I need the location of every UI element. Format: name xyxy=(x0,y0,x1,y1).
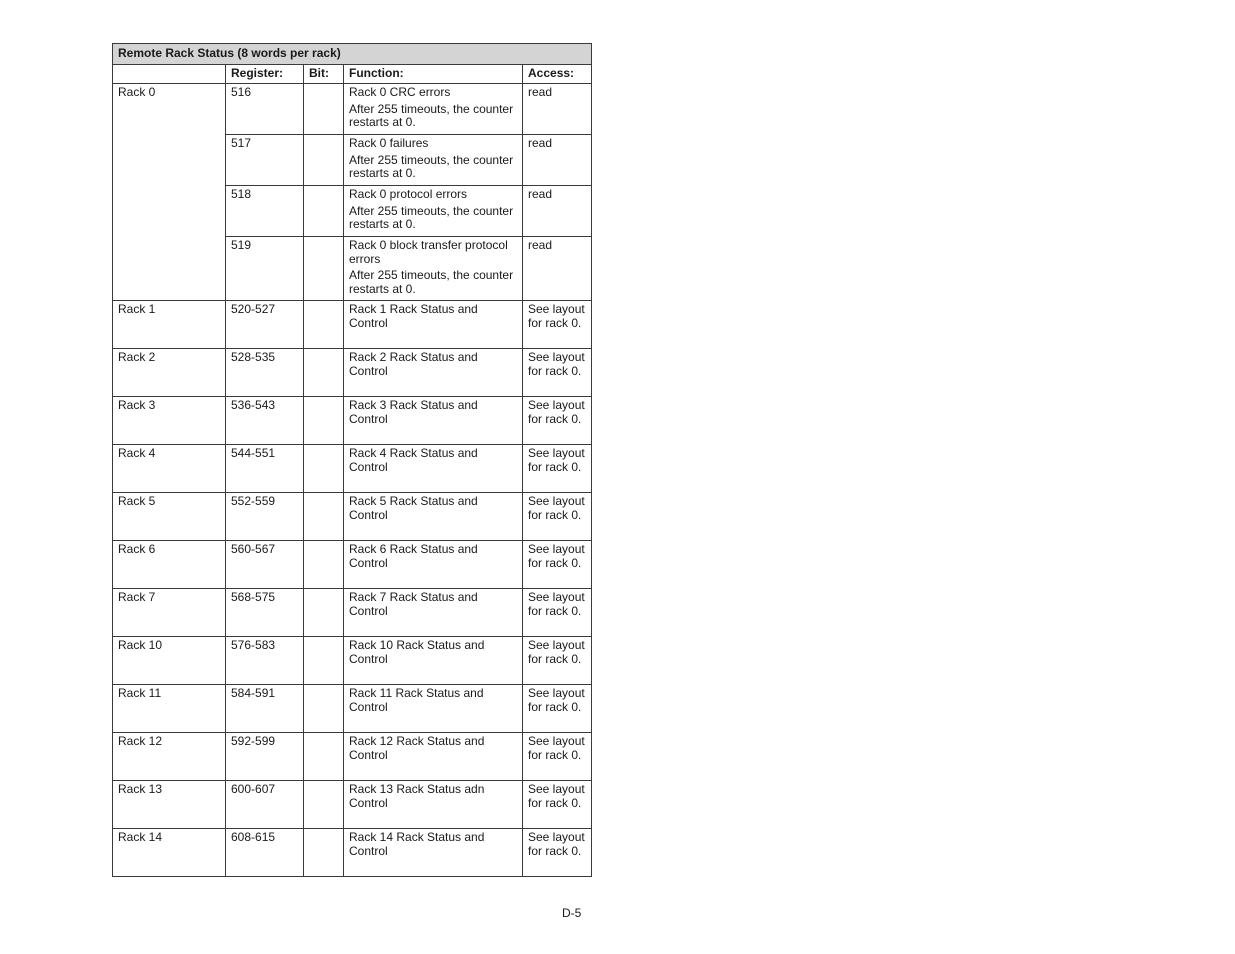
register-cell: 568-575 xyxy=(226,589,304,637)
bit-cell xyxy=(304,829,344,877)
bit-cell xyxy=(304,349,344,397)
table-row xyxy=(113,349,592,397)
bit-cell xyxy=(304,237,344,301)
bit-cell xyxy=(304,685,344,733)
function-cell: Rack 11 Rack Status and Control xyxy=(344,685,523,733)
table-row xyxy=(113,829,592,877)
function-note: After 255 timeouts, the counter restarts at 0. xyxy=(349,268,514,296)
function-cell: Rack 4 Rack Status and Control xyxy=(344,445,523,493)
bit-cell xyxy=(304,541,344,589)
page-number: D-5 xyxy=(562,906,582,920)
rack-cell: Rack 10 xyxy=(113,637,226,685)
column-header-register: Register: xyxy=(226,65,304,84)
function-cell xyxy=(344,84,523,135)
register-cell: 608-615 xyxy=(226,829,304,877)
rack-cell: Rack 14 xyxy=(113,829,226,877)
function-cell xyxy=(344,186,523,237)
table-title: Remote Rack Status (8 words per rack) xyxy=(113,44,592,65)
register-cell: 518 xyxy=(226,186,304,237)
table-row xyxy=(113,637,592,685)
function-note: After 255 timeouts, the counter restarts at 0. xyxy=(349,152,514,180)
table-row xyxy=(113,541,592,589)
bit-cell xyxy=(304,301,344,349)
access-cell: read xyxy=(523,84,592,135)
register-cell: 560-567 xyxy=(226,541,304,589)
access-cell: See layout for rack 0. xyxy=(523,829,592,877)
access-cell: read xyxy=(523,186,592,237)
function-text: Rack 0 CRC errors xyxy=(349,85,451,99)
access-cell: See layout for rack 0. xyxy=(523,301,592,349)
table-row xyxy=(113,84,592,135)
table-row xyxy=(113,685,592,733)
column-header-function: Function: xyxy=(344,65,523,84)
rack-cell: Rack 4 xyxy=(113,445,226,493)
register-cell: 516 xyxy=(226,84,304,135)
bit-cell xyxy=(304,186,344,237)
register-cell: 584-591 xyxy=(226,685,304,733)
register-cell: 520-527 xyxy=(226,301,304,349)
register-cell: 600-607 xyxy=(226,781,304,829)
function-cell: Rack 3 Rack Status and Control xyxy=(344,397,523,445)
bit-cell xyxy=(304,589,344,637)
function-note: After 255 timeouts, the counter restarts at 0. xyxy=(349,101,514,129)
access-cell: See layout for rack 0. xyxy=(523,397,592,445)
access-cell: read xyxy=(523,237,592,301)
table-row xyxy=(113,781,592,829)
rack-rows xyxy=(113,301,592,877)
register-cell: 576-583 xyxy=(226,637,304,685)
access-cell: See layout for rack 0. xyxy=(523,541,592,589)
function-cell: Rack 5 Rack Status and Control xyxy=(344,493,523,541)
column-header-bit: Bit: xyxy=(304,65,344,84)
function-text: Rack 0 failures xyxy=(349,136,429,150)
rack-cell: Rack 12 xyxy=(113,733,226,781)
function-cell xyxy=(344,135,523,186)
column-header-row xyxy=(113,65,592,84)
rack-cell: Rack 7 xyxy=(113,589,226,637)
function-cell: Rack 6 Rack Status and Control xyxy=(344,541,523,589)
bit-cell xyxy=(304,397,344,445)
register-cell: 528-535 xyxy=(226,349,304,397)
function-cell xyxy=(344,237,523,301)
access-cell: See layout for rack 0. xyxy=(523,685,592,733)
access-cell: See layout for rack 0. xyxy=(523,733,592,781)
table-row xyxy=(113,397,592,445)
bit-cell xyxy=(304,733,344,781)
function-cell: Rack 7 Rack Status and Control xyxy=(344,589,523,637)
table-row xyxy=(113,445,592,493)
remote-rack-status-table xyxy=(112,43,592,877)
function-cell: Rack 1 Rack Status and Control xyxy=(344,301,523,349)
access-cell: See layout for rack 0. xyxy=(523,589,592,637)
register-cell: 517 xyxy=(226,135,304,186)
function-note: After 255 timeouts, the counter restarts at 0. xyxy=(349,203,514,231)
function-cell: Rack 2 Rack Status and Control xyxy=(344,349,523,397)
rack-cell: Rack 13 xyxy=(113,781,226,829)
bit-cell xyxy=(304,781,344,829)
function-cell: Rack 14 Rack Status and Control xyxy=(344,829,523,877)
function-cell: Rack 10 Rack Status and Control xyxy=(344,637,523,685)
table-row xyxy=(113,301,592,349)
access-cell: See layout for rack 0. xyxy=(523,637,592,685)
register-cell: 519 xyxy=(226,237,304,301)
bit-cell xyxy=(304,84,344,135)
access-cell: See layout for rack 0. xyxy=(523,781,592,829)
rack-cell: Rack 5 xyxy=(113,493,226,541)
function-text: Rack 0 block transfer protocol errors xyxy=(349,238,508,266)
table-row xyxy=(113,733,592,781)
rack-cell: Rack 3 xyxy=(113,397,226,445)
register-cell: 536-543 xyxy=(226,397,304,445)
column-header-access: Access: xyxy=(523,65,592,84)
bit-cell xyxy=(304,637,344,685)
table-row xyxy=(113,493,592,541)
function-cell: Rack 13 Rack Status adn Control xyxy=(344,781,523,829)
register-cell: 592-599 xyxy=(226,733,304,781)
function-cell: Rack 12 Rack Status and Control xyxy=(344,733,523,781)
function-text: Rack 0 protocol errors xyxy=(349,187,468,201)
register-cell: 552-559 xyxy=(226,493,304,541)
rack-cell: Rack 1 xyxy=(113,301,226,349)
bit-cell xyxy=(304,135,344,186)
rack-cell: Rack 2 xyxy=(113,349,226,397)
table-row xyxy=(113,589,592,637)
access-cell: read xyxy=(523,135,592,186)
register-cell: 544-551 xyxy=(226,445,304,493)
rack-cell: Rack 11 xyxy=(113,685,226,733)
rack-cell: Rack 6 xyxy=(113,541,226,589)
access-cell: See layout for rack 0. xyxy=(523,493,592,541)
column-header-rack xyxy=(113,65,226,84)
bit-cell xyxy=(304,493,344,541)
bit-cell xyxy=(304,445,344,493)
access-cell: See layout for rack 0. xyxy=(523,349,592,397)
access-cell: See layout for rack 0. xyxy=(523,445,592,493)
rack-cell: Rack 0 xyxy=(113,84,226,301)
